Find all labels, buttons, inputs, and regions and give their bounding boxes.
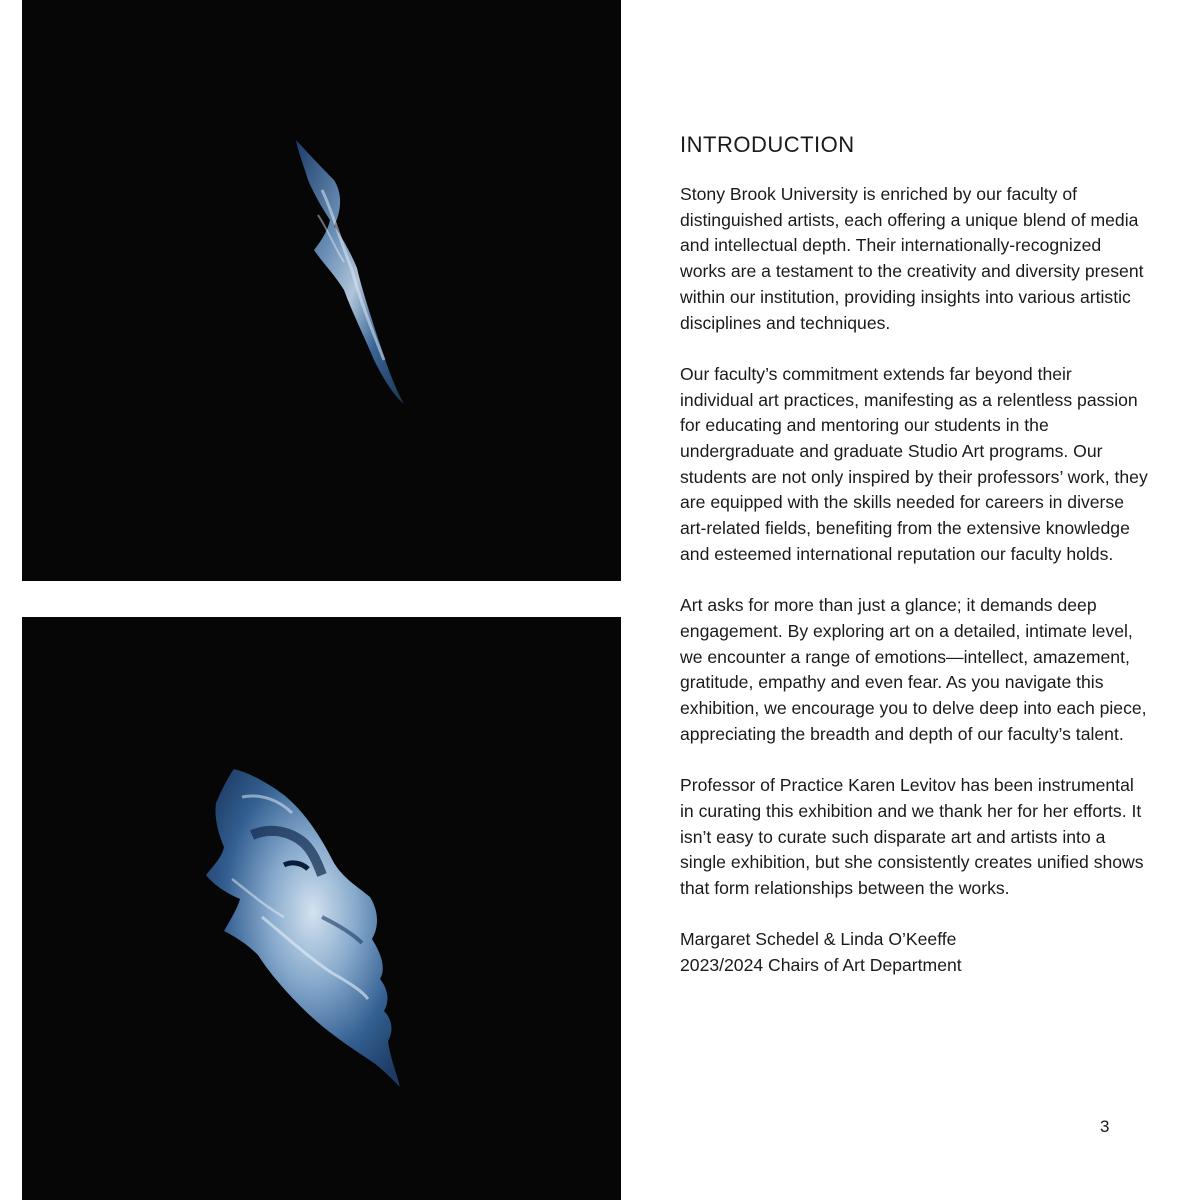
introduction-heading: INTRODUCTION bbox=[680, 132, 855, 157]
intro-paragraph-2: Our faculty’s commitment extends far beyond their individual art practices, manifesting as a relentless passion for educating and mentoring our students in the undergraduate and graduate Studio Art programs. Our students are not only inspired by their professors’ work, they are equipped with the skills needed for careers in diverse art-related fields, benefiting from the extensive knowledge and esteemed international reputation our faculty holds. bbox=[680, 363, 1148, 564]
face-sliver-artwork bbox=[22, 0, 621, 581]
page-number: 3 bbox=[1100, 1117, 1110, 1136]
intro-paragraph-3: Art asks for more than just a glance; it demands deep engagement. By exploring art on a detailed, intimate level, we encounter a range of emotions—intellect, amazement, gratitude, empathy and even fear. As you navigate this exhibition, we encourage you to delve deep into each piece, appreciating the breadth and depth of our faculty’s talent. bbox=[680, 595, 1147, 744]
intro-paragraph-1: Stony Brook University is enriched by our faculty of distinguished artists, each offering a unique blend of media and intellectual depth. Their internationally-recognized works are a testament to the creativity and diversity present within our institution, providing insights into various artistic disciplines and techniques. bbox=[680, 184, 1144, 333]
signature-role: 2023/2024 Chairs of Art Department bbox=[680, 955, 962, 976]
signature-names: Margaret Schedel & Linda O’Keeffe bbox=[680, 929, 957, 950]
introduction-section bbox=[680, 130, 1150, 979]
intro-paragraph-4: Professor of Practice Karen Levitov has been instrumental in curating this exhibition and we thank her for her efforts. It isn’t easy to curate such disparate art and artists into a single exhibition, but she consistently creates unified shows that form relationships between the works. bbox=[680, 775, 1144, 898]
artwork-bottom-panel bbox=[22, 617, 621, 1200]
artwork-top-panel bbox=[22, 0, 621, 581]
signature-block bbox=[680, 927, 1150, 978]
face-profile-artwork bbox=[22, 617, 621, 1200]
